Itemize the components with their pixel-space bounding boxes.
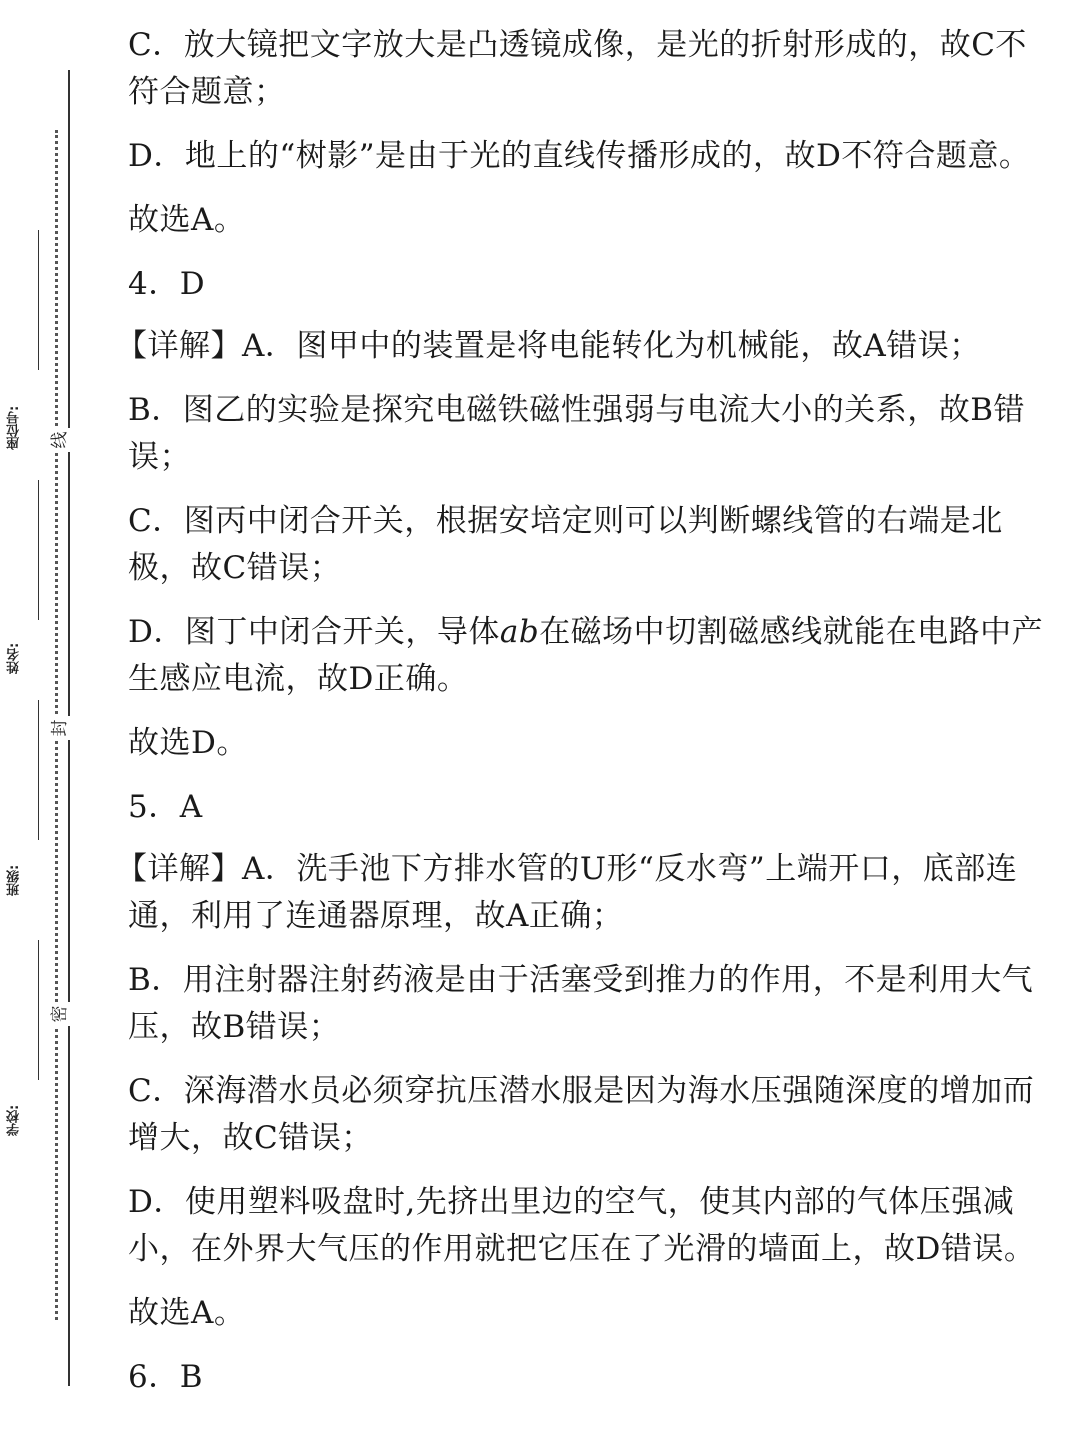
school-label: 学校:	[7, 1104, 22, 1136]
q6-answer: 6．B	[128, 1359, 204, 1395]
seat-number-underline	[38, 230, 39, 370]
q4-option-a: 【详解】A．图甲中的装置是将电能转化为机械能，故A错误；	[116, 328, 981, 364]
q5-option-d: D．使用塑料吸盘时,先挤出里边的空气，使其内部的气体压强减小，在外界大气压的作用就把它压在了光滑的墙面上，故D错误。	[128, 1184, 1036, 1267]
q4-answer: 4．D	[128, 266, 206, 302]
q4-option-d	[128, 609, 1053, 703]
class-label: 班级:	[7, 864, 22, 896]
q3-option-d: D．地上的“树影”是由于光的直线传播形成的，故D不符合题意。	[128, 138, 1031, 174]
answer-content	[116, 22, 1053, 1416]
q5-option-c: C．深海潜水员必须穿抗压潜水服是因为海水压强随深度的增加而增大，故C错误；	[128, 1073, 1035, 1156]
seat-number-label: 座位号:	[7, 405, 22, 450]
q4-option-d-post: 在磁场中切割磁感线就能在电路中产生感应电流，故D正确。	[128, 614, 1044, 697]
name-underline	[38, 480, 39, 620]
name-label: 姓名:	[7, 642, 22, 674]
school-underline	[38, 940, 39, 1080]
q4-selection: 故选D。	[128, 725, 248, 761]
q4-option-b: B．图乙的实验是探究电磁铁磁性强弱与电流大小的关系，故B错误；	[128, 392, 1026, 475]
q3-selection: 故选A。	[128, 202, 246, 238]
binding-margin	[0, 0, 110, 1440]
q5-selection: 故选A。	[128, 1295, 246, 1331]
seal-char-xian: 线	[48, 428, 72, 452]
q4-option-d-pre: D．图丁中闭合开关，导体	[128, 614, 500, 650]
class-underline	[38, 700, 39, 840]
seal-char-mi: 密	[48, 1002, 72, 1026]
q3-option-c: C．放大镜把文字放大是凸透镜成像，是光的折射形成的，故C不符合题意；	[128, 27, 1027, 110]
q5-answer: 5．A	[128, 789, 203, 825]
q5-option-b: B．用注射器注射药液是由于活塞受到推力的作用，不是利用大气压，故B错误；	[128, 962, 1034, 1045]
q4-option-c: C．图丙中闭合开关，根据安培定则可以判断螺线管的右端是北极，故C错误；	[128, 503, 1003, 586]
q5-option-a: 【详解】A．洗手池下方排水管的U形“反水弯”上端开口，底部连通，利用了连通器原理，故A正确；	[116, 851, 1018, 934]
q4-option-d-italic: ab	[499, 614, 540, 650]
seal-char-feng: 封	[48, 716, 72, 740]
